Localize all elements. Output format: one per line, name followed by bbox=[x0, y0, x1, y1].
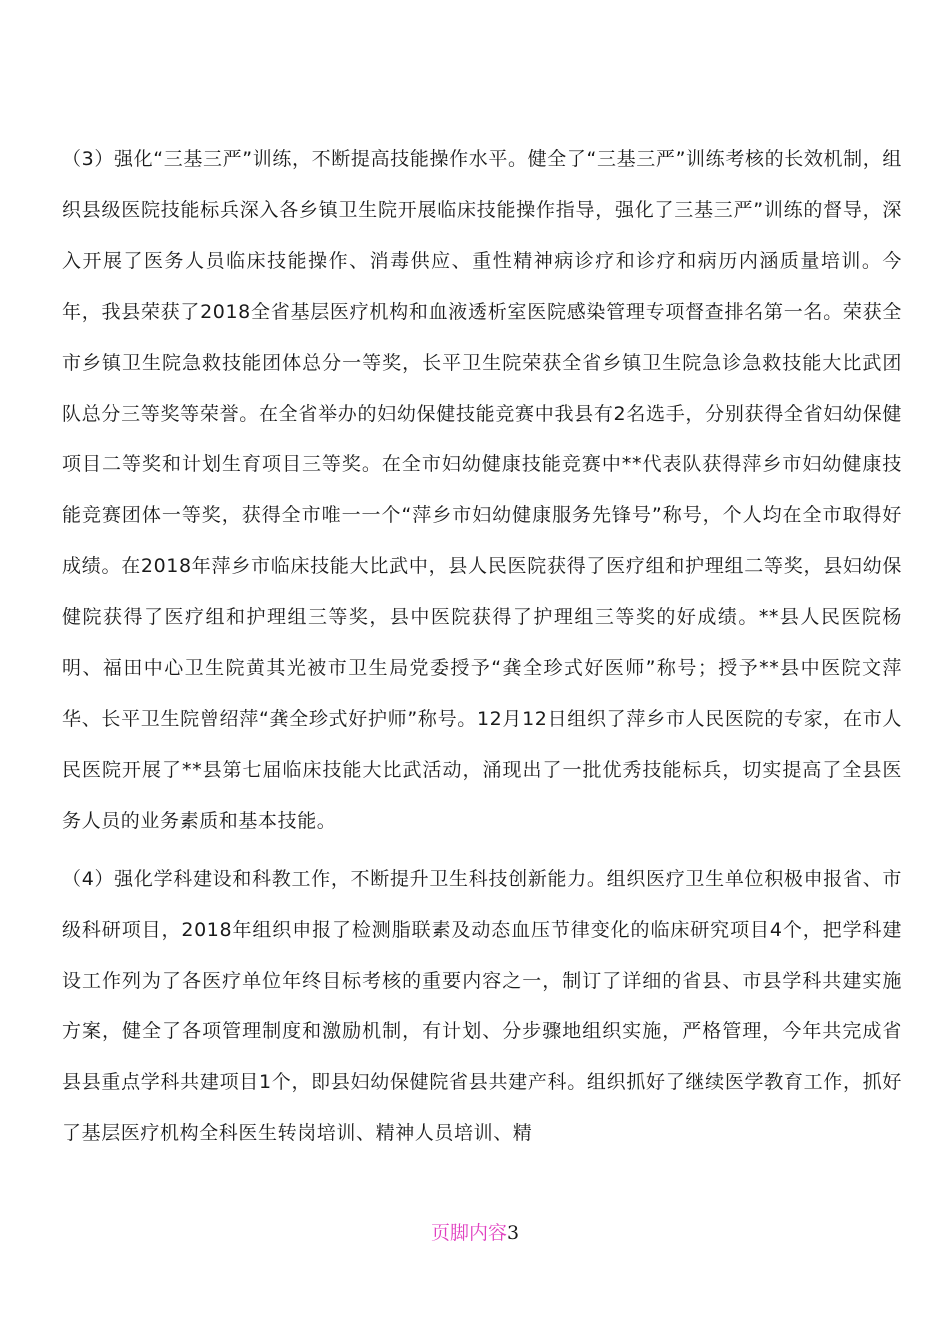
footer-label: 页脚内容 bbox=[430, 1222, 507, 1244]
document-body bbox=[62, 134, 902, 1159]
paragraph-3: （3）强化“三基三严”训练，不断提高技能操作水平。健全了“三基三严”训练考核的长效机制，组织县级医院技能标兵深入各乡镇卫生院开展临床技能操作指导，强化了三基三严”训练的督导，深入开展了医务人员临床技能操作、消毒供应、重性精神病诊疗和诊疗和病历内涵质量培训。今年，我县荣获了2018全省基层医疗机构和血液透析室医院感染管理专项督查排名第一名。荣获全市乡镇卫生院急救技能团体总分一等奖，长平卫生院荣获全省乡镇卫生院急诊急救技能大比武团队总分三等奖等荣誉。在全省举办的妇幼保健技能竞赛中我县有2名选手，分别获得全省妇幼保健项目二等奖和计划生育项目三等奖。在全市妇幼健康技能竞赛中**代表队获得萍乡市妇幼健康技能竞赛团体一等奖，获得全市唯一一个“萍乡市妇幼健康服务先锋号”称号，个人均在全市取得好成绩。在2018年萍乡市临床技能大比武中，县人民医院获得了医疗组和护理组二等奖，县妇幼保健院获得了医疗组和护理组三等奖，县中医院获得了护理组三等奖的好成绩。**县人民医院杨明、福田中心卫生院黄其光被市卫生局党委授予“龚全珍式好医师”称号；授予**县中医院文萍华、长平卫生院曾绍萍“龚全珍式好护师”称号。12月12日组织了萍乡市人民医院的专家，在市人民医院开展了**县第七届临床技能大比武活动，涌现出了一批优秀技能标兵，切实提高了全县医务人员的业务素质和基本技能。 bbox=[62, 148, 902, 832]
paragraph-4: （4）强化学科建设和科教工作，不断提升卫生科技创新能力。组织医疗卫生单位积极申报省、市级科研项目，2018年组织申报了检测脂联素及动态血压节律变化的临床研究项目4个，把学科建设工作列为了各医疗单位年终目标考核的重要内容之一，制订了详细的省县、市县学科共建实施方案，健全了各项管理制度和激励机制，有计划、分步骤地组织实施，严格管理，今年共完成省县县重点学科共建项目1个，即县妇幼保健院省县共建产科。组织抓好了继续医学教育工作，抓好了基层医疗机构全科医生转岗培训、精神人员培训、精 bbox=[62, 867, 902, 1145]
page-number: 3 bbox=[506, 1222, 520, 1244]
page-footer bbox=[0, 1220, 950, 1246]
